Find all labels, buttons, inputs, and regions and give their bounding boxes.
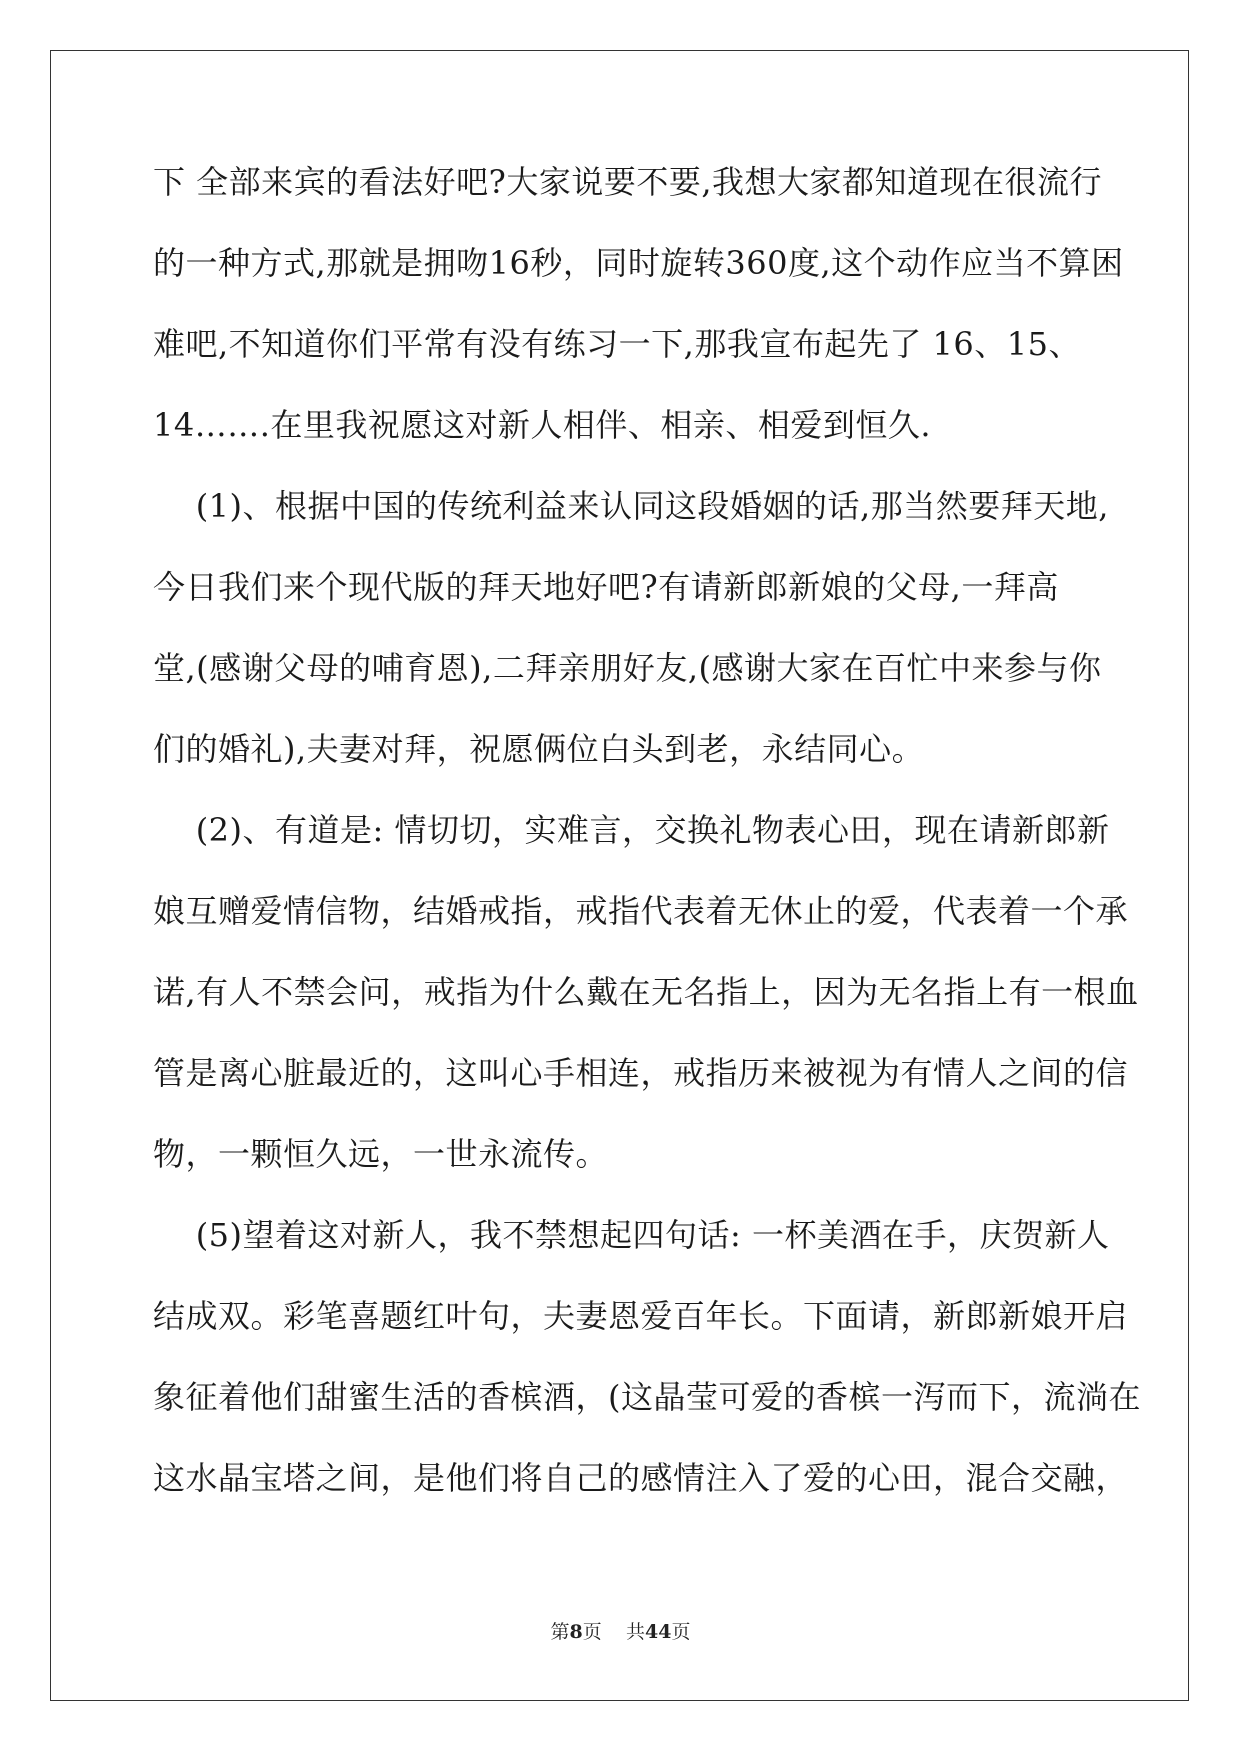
text-line: 下 全部来宾的看法好吧?大家说要不要,我想大家都知道现在很流行 — [153, 163, 1103, 201]
page-number: 8 — [569, 1621, 583, 1643]
text-line: 堂,(感谢父母的哺育恩),二拜亲朋好友,(感谢大家在百忙中来参与你 — [153, 649, 1102, 687]
text-line: 象征着他们甜蜜生活的香槟酒，(这晶莹可爱的香槟一泻而下，流淌在 — [153, 1378, 1141, 1416]
total-pages: 44 — [644, 1621, 672, 1643]
text-line: 娘互赠爱情信物，结婚戒指，戒指代表着无休止的爱，代表着一个承 — [153, 892, 1129, 930]
text-line: 结成双。彩笔喜题红叶句，夫妻恩爱百年长。下面请，新郎新娘开启 — [153, 1297, 1129, 1335]
text-line: 14…….在里我祝愿这对新人相伴、相亲、相爱到恒久. — [153, 406, 932, 444]
text-line: 这水晶宝塔之间，是他们将自己的感情注入了爱的心田，混合交融， — [153, 1459, 1129, 1497]
page-suffix: 页 — [582, 1621, 602, 1643]
page-footer — [0, 1620, 1241, 1644]
text-line: 物，一颗恒久远，一世永流传。 — [153, 1135, 609, 1173]
total-suffix: 页 — [671, 1621, 691, 1643]
text-line: 们的婚礼),夫妻对拜，祝愿俩位白头到老，永结同心。 — [153, 730, 925, 768]
total-prefix: 共 — [625, 1621, 645, 1643]
text-line: (5)望着这对新人，我不禁想起四句话: 一杯美酒在手，庆贺新人 — [153, 1216, 1110, 1254]
text-line: 诺,有人不禁会问，戒指为什么戴在无名指上，因为无名指上有一根血 — [153, 973, 1139, 1011]
page-prefix: 第 — [550, 1621, 570, 1643]
text-line: (2)、有道是: 情切切，实难言，交换礼物表心田，现在请新郎新 — [153, 811, 1110, 849]
text-line: 难吧,不知道你们平常有没有练习一下,那我宣布起先了 16、15、 — [153, 325, 1081, 363]
document-body — [153, 162, 1141, 1539]
text-line: 今日我们来个现代版的拜天地好吧?有请新郎新娘的父母,一拜高 — [153, 568, 1059, 606]
text-line: 的一种方式,那就是拥吻16秒，同时旋转360度,这个动作应当不算困 — [153, 244, 1124, 282]
text-line: 管是离心脏最近的，这叫心手相连，戒指历来被视为有情人之间的信 — [153, 1054, 1129, 1092]
text-line: (1)、根据中国的传统利益来认同这段婚姻的话,那当然要拜天地, — [153, 487, 1109, 525]
